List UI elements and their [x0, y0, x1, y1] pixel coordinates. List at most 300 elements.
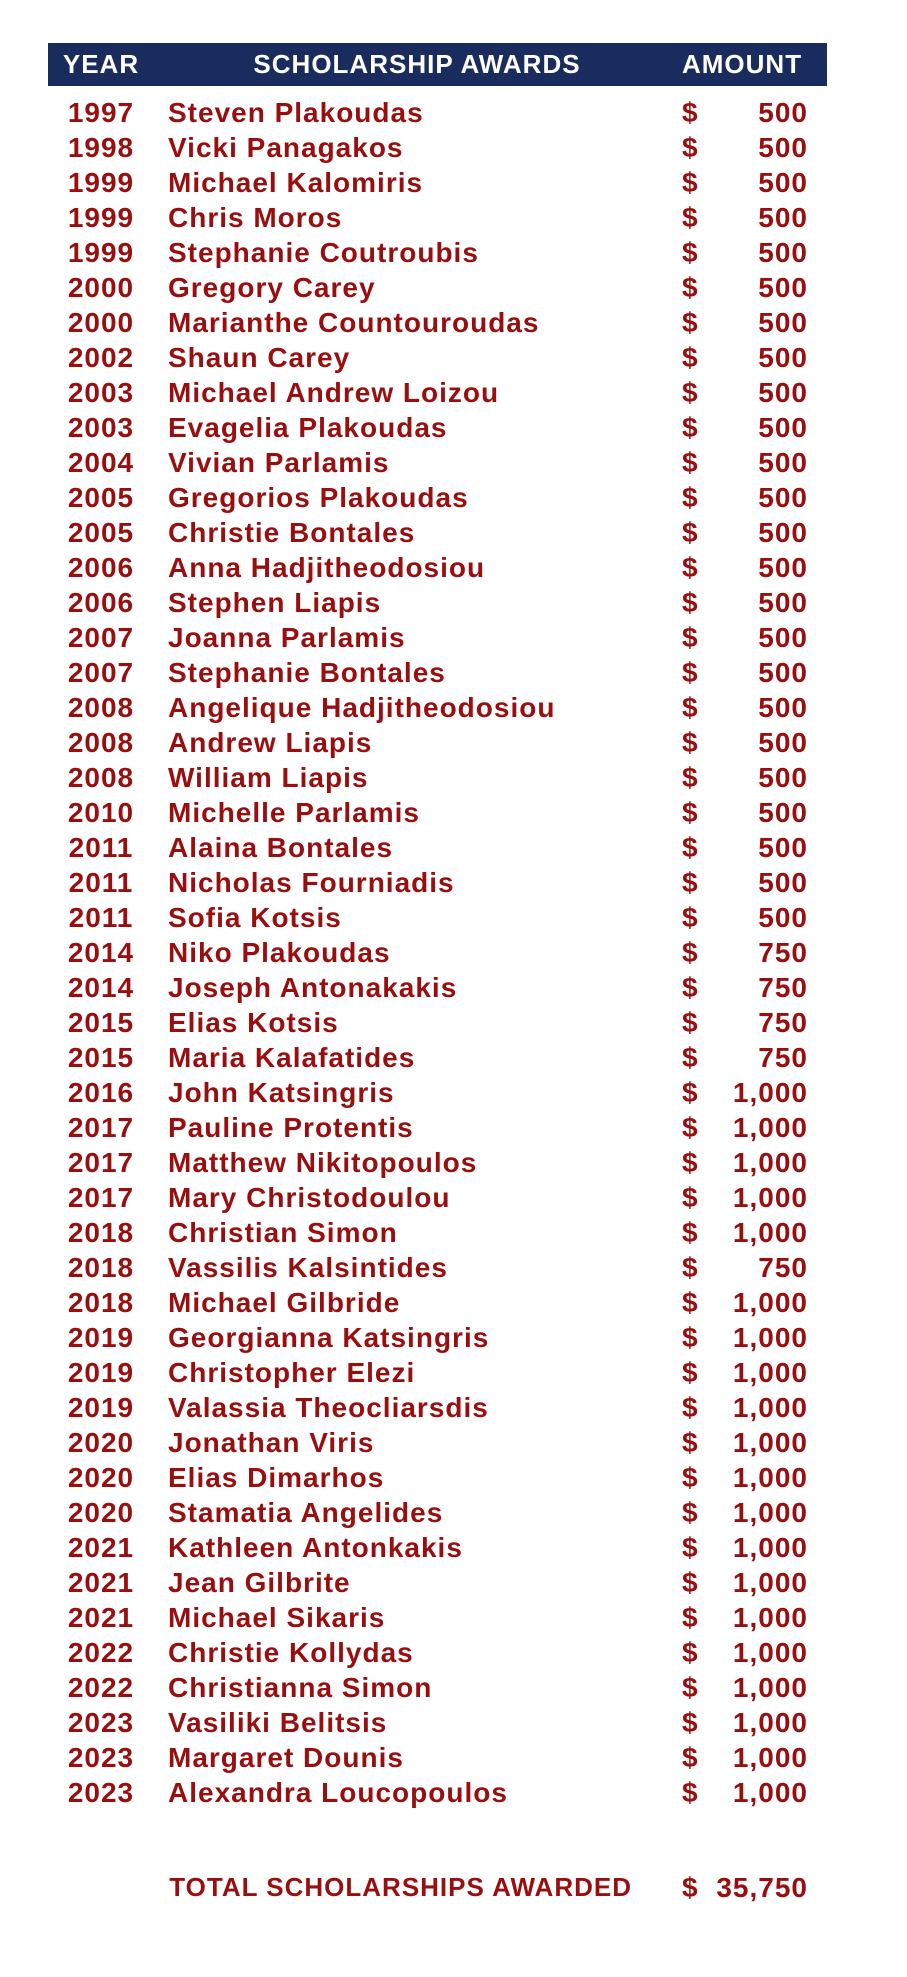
row-amount: 500	[758, 131, 808, 163]
row-amount: 500	[758, 166, 808, 198]
row-year: 2000	[67, 271, 135, 303]
table-row	[48, 620, 827, 655]
row-year: 2005	[67, 516, 135, 548]
row-amount-cell	[632, 1602, 827, 1634]
row-currency-symbol: $	[682, 306, 699, 338]
row-amount-cell	[632, 202, 827, 234]
row-amount: 750	[758, 971, 808, 1003]
row-recipient-name: William Liapis	[168, 761, 369, 793]
row-amount: 500	[758, 271, 808, 303]
row-currency-symbol: $	[682, 1216, 699, 1248]
row-currency-symbol: $	[682, 96, 699, 128]
row-recipient-name: Vassilis Kalsintides	[168, 1251, 448, 1283]
row-year: 2017	[67, 1146, 135, 1178]
row-currency-symbol: $	[682, 411, 699, 443]
row-currency-symbol: $	[682, 1356, 699, 1388]
table-row	[48, 1565, 827, 1600]
row-recipient-name: Joanna Parlamis	[168, 621, 406, 653]
row-currency-symbol: $	[682, 866, 699, 898]
row-currency-symbol: $	[682, 1391, 699, 1423]
row-currency-symbol: $	[682, 166, 699, 198]
row-currency-symbol: $	[682, 971, 699, 1003]
row-year: 2007	[67, 621, 135, 653]
total-row	[48, 1870, 827, 1905]
row-recipient-name: Matthew Nikitopoulos	[168, 1146, 478, 1178]
table-row	[48, 1460, 827, 1495]
row-recipient-name: Margaret Dounis	[168, 1741, 404, 1773]
row-amount-cell	[632, 1672, 827, 1704]
row-amount: 500	[758, 586, 808, 618]
row-amount-cell	[632, 1637, 827, 1669]
row-year: 2006	[67, 586, 135, 618]
row-currency-symbol: $	[682, 761, 699, 793]
row-amount-cell	[632, 1532, 827, 1564]
table-row	[48, 270, 827, 305]
row-year: 2022	[67, 1671, 135, 1703]
row-year: 2003	[67, 376, 135, 408]
row-amount: 1,000	[732, 1496, 808, 1528]
table-row	[48, 550, 827, 585]
table-row	[48, 585, 827, 620]
row-recipient-name: Marianthe Countouroudas	[168, 306, 540, 338]
table-row	[48, 235, 827, 270]
row-amount-cell	[632, 1742, 827, 1774]
row-recipient-name: Christopher Elezi	[168, 1356, 416, 1388]
row-currency-symbol: $	[682, 1111, 699, 1143]
row-amount-cell	[632, 692, 827, 724]
row-amount: 500	[758, 796, 808, 828]
row-amount: 500	[758, 411, 808, 443]
row-year: 2020	[67, 1426, 135, 1458]
row-recipient-name: Niko Plakoudas	[168, 936, 391, 968]
row-amount-cell	[632, 412, 827, 444]
row-amount: 750	[758, 1041, 808, 1073]
table-row	[48, 1180, 827, 1215]
row-year: 2003	[67, 411, 135, 443]
row-currency-symbol: $	[682, 516, 699, 548]
row-year: 1999	[67, 201, 135, 233]
row-year: 2019	[67, 1356, 135, 1388]
row-recipient-name: Vasiliki Belitsis	[168, 1706, 388, 1738]
row-amount-cell	[632, 482, 827, 514]
table-body	[48, 95, 827, 1810]
row-amount-cell	[632, 342, 827, 374]
row-currency-symbol: $	[682, 131, 699, 163]
row-amount-cell	[632, 937, 827, 969]
row-amount: 500	[758, 481, 808, 513]
row-amount: 1,000	[732, 1111, 808, 1143]
row-amount-cell	[632, 1707, 827, 1739]
column-header-year: YEAR	[62, 49, 140, 79]
row-year: 1999	[67, 166, 135, 198]
row-currency-symbol: $	[682, 831, 699, 863]
row-currency-symbol: $	[682, 1426, 699, 1458]
row-year: 2006	[67, 551, 135, 583]
table-row	[48, 1215, 827, 1250]
row-currency-symbol: $	[682, 201, 699, 233]
row-amount: 500	[758, 446, 808, 478]
row-currency-symbol: $	[682, 1496, 699, 1528]
row-recipient-name: Michael Gilbride	[168, 1286, 401, 1318]
row-recipient-name: Stamatia Angelides	[168, 1496, 444, 1528]
row-recipient-name: Steven Plakoudas	[168, 96, 424, 128]
row-currency-symbol: $	[682, 1601, 699, 1633]
row-year: 2008	[67, 691, 135, 723]
table-row	[48, 1145, 827, 1180]
row-recipient-name: Joseph Antonakakis	[168, 971, 458, 1003]
row-amount-cell	[632, 1007, 827, 1039]
row-currency-symbol: $	[682, 796, 699, 828]
table-row	[48, 1110, 827, 1145]
table-row	[48, 830, 827, 865]
row-year: 2014	[67, 971, 135, 1003]
row-year: 2005	[67, 481, 135, 513]
row-currency-symbol: $	[682, 1636, 699, 1668]
row-recipient-name: Angelique Hadjitheodosiou	[168, 691, 556, 723]
row-year: 2008	[67, 726, 135, 758]
row-currency-symbol: $	[682, 341, 699, 373]
row-year: 2010	[67, 796, 135, 828]
table-row	[48, 1530, 827, 1565]
row-recipient-name: Stephanie Coutroubis	[168, 236, 479, 268]
row-amount-cell	[632, 167, 827, 199]
row-year: 2014	[67, 936, 135, 968]
table-row	[48, 970, 827, 1005]
row-year: 2020	[67, 1461, 135, 1493]
table-row	[48, 1635, 827, 1670]
row-currency-symbol: $	[682, 586, 699, 618]
row-amount-cell	[632, 1392, 827, 1424]
row-amount: 750	[758, 1251, 808, 1283]
row-year: 1999	[67, 236, 135, 268]
row-currency-symbol: $	[682, 1076, 699, 1108]
row-year: 2008	[67, 761, 135, 793]
row-recipient-name: Pauline Protentis	[168, 1111, 414, 1143]
row-amount: 1,000	[732, 1461, 808, 1493]
table-row	[48, 760, 827, 795]
table-row	[48, 340, 827, 375]
row-amount: 500	[758, 236, 808, 268]
row-year: 2015	[67, 1041, 135, 1073]
table-row	[48, 480, 827, 515]
row-currency-symbol: $	[682, 1741, 699, 1773]
row-recipient-name: Valassia Theocliarsdis	[168, 1391, 489, 1423]
row-currency-symbol: $	[682, 551, 699, 583]
table-row	[48, 1425, 827, 1460]
row-year: 2018	[67, 1251, 135, 1283]
row-amount: 500	[758, 96, 808, 128]
row-year: 2019	[67, 1321, 135, 1353]
row-currency-symbol: $	[682, 656, 699, 688]
row-amount-cell	[632, 1112, 827, 1144]
row-amount-cell	[632, 272, 827, 304]
row-recipient-name: Jean Gilbrite	[168, 1566, 351, 1598]
row-amount-cell	[632, 832, 827, 864]
row-amount: 1,000	[732, 1706, 808, 1738]
row-currency-symbol: $	[682, 936, 699, 968]
row-recipient-name: Michael Kalomiris	[168, 166, 424, 198]
row-amount-cell	[632, 237, 827, 269]
row-year: 2017	[67, 1181, 135, 1213]
row-amount: 1,000	[732, 1776, 808, 1808]
row-recipient-name: Nicholas Fourniadis	[168, 866, 455, 898]
row-amount: 1,000	[732, 1671, 808, 1703]
row-recipient-name: Stephanie Bontales	[168, 656, 446, 688]
row-year: 2011	[68, 866, 134, 898]
row-year: 2021	[67, 1566, 135, 1598]
row-recipient-name: Chris Moros	[168, 201, 343, 233]
row-amount: 1,000	[732, 1146, 808, 1178]
row-currency-symbol: $	[682, 1706, 699, 1738]
table-row	[48, 375, 827, 410]
column-header-awards: SCHOLARSHIP AWARDS	[253, 49, 581, 79]
row-amount: 1,000	[732, 1286, 808, 1318]
row-currency-symbol: $	[682, 1181, 699, 1213]
row-recipient-name: Jonathan Viris	[168, 1426, 375, 1458]
row-amount-cell	[632, 552, 827, 584]
table-row	[48, 1775, 827, 1810]
row-currency-symbol: $	[682, 1006, 699, 1038]
row-currency-symbol: $	[682, 726, 699, 758]
row-amount-cell	[632, 1147, 827, 1179]
row-amount-cell	[632, 972, 827, 1004]
column-header-amount: AMOUNT	[682, 49, 803, 79]
table-row	[48, 1705, 827, 1740]
row-amount-cell	[632, 377, 827, 409]
table-row	[48, 690, 827, 725]
row-currency-symbol: $	[682, 376, 699, 408]
row-recipient-name: Mary Christodoulou	[168, 1181, 451, 1213]
row-amount-cell	[632, 1567, 827, 1599]
row-recipient-name: Alaina Bontales	[168, 831, 394, 863]
table-row	[48, 1250, 827, 1285]
table-row	[48, 130, 827, 165]
row-recipient-name: Christianna Simon	[168, 1671, 433, 1703]
row-amount: 1,000	[732, 1741, 808, 1773]
row-amount-cell	[632, 1252, 827, 1284]
row-amount: 500	[758, 901, 808, 933]
row-recipient-name: Anna Hadjitheodosiou	[168, 551, 486, 583]
row-amount-cell	[632, 1042, 827, 1074]
row-amount: 500	[758, 866, 808, 898]
row-year: 2015	[67, 1006, 135, 1038]
row-amount-cell	[632, 1497, 827, 1529]
row-currency-symbol: $	[682, 1041, 699, 1073]
row-recipient-name: Maria Kalafatides	[168, 1041, 416, 1073]
row-currency-symbol: $	[682, 1776, 699, 1808]
row-year: 2021	[67, 1601, 135, 1633]
total-currency-symbol: $	[682, 1871, 699, 1903]
row-recipient-name: Michael Sikaris	[168, 1601, 386, 1633]
row-currency-symbol: $	[682, 1146, 699, 1178]
row-amount: 500	[758, 761, 808, 793]
table-row	[48, 410, 827, 445]
row-amount-cell	[632, 132, 827, 164]
row-year: 2018	[67, 1216, 135, 1248]
row-amount-cell	[632, 1322, 827, 1354]
row-currency-symbol: $	[682, 446, 699, 478]
row-amount-cell	[632, 587, 827, 619]
row-amount-cell	[632, 797, 827, 829]
row-amount-cell	[632, 622, 827, 654]
row-amount: 500	[758, 306, 808, 338]
row-year: 2020	[67, 1496, 135, 1528]
row-amount: 1,000	[732, 1531, 808, 1563]
row-recipient-name: Vicki Panagakos	[168, 131, 404, 163]
table-row	[48, 1740, 827, 1775]
table-row	[48, 725, 827, 760]
row-year: 2011	[68, 901, 134, 933]
row-amount: 500	[758, 551, 808, 583]
row-amount: 1,000	[732, 1391, 808, 1423]
row-amount-cell	[632, 307, 827, 339]
table-row	[48, 655, 827, 690]
table-row	[48, 515, 827, 550]
row-recipient-name: Alexandra Loucopoulos	[168, 1776, 508, 1808]
row-recipient-name: Sofia Kotsis	[168, 901, 342, 933]
row-amount-cell	[632, 867, 827, 899]
row-year: 2018	[67, 1286, 135, 1318]
row-recipient-name: Kathleen Antonkakis	[168, 1531, 463, 1563]
row-amount: 500	[758, 621, 808, 653]
row-amount: 1,000	[732, 1356, 808, 1388]
row-amount: 500	[758, 726, 808, 758]
row-amount-cell	[632, 1427, 827, 1459]
table-row	[48, 900, 827, 935]
row-recipient-name: Vivian Parlamis	[168, 446, 390, 478]
row-currency-symbol: $	[682, 1671, 699, 1703]
table-header-row	[48, 43, 827, 86]
row-currency-symbol: $	[682, 901, 699, 933]
total-amount: 35,750	[716, 1871, 808, 1903]
row-year: 2002	[67, 341, 135, 373]
row-recipient-name: Michelle Parlamis	[168, 796, 421, 828]
row-currency-symbol: $	[682, 1566, 699, 1598]
row-amount: 1,000	[732, 1426, 808, 1458]
row-amount: 750	[758, 1006, 808, 1038]
table-row	[48, 1005, 827, 1040]
row-amount-cell	[632, 517, 827, 549]
row-year: 2023	[67, 1706, 135, 1738]
row-year: 2023	[67, 1776, 135, 1808]
table-row	[48, 1040, 827, 1075]
row-amount: 500	[758, 516, 808, 548]
row-amount: 1,000	[732, 1076, 808, 1108]
row-amount-cell	[632, 1217, 827, 1249]
row-amount: 500	[758, 341, 808, 373]
row-currency-symbol: $	[682, 1286, 699, 1318]
table-row	[48, 445, 827, 480]
row-recipient-name: Christie Bontales	[168, 516, 416, 548]
row-currency-symbol: $	[682, 481, 699, 513]
row-amount: 500	[758, 831, 808, 863]
row-recipient-name: Elias Dimarhos	[168, 1461, 385, 1493]
row-currency-symbol: $	[682, 691, 699, 723]
row-year: 2023	[67, 1741, 135, 1773]
row-year: 2007	[67, 656, 135, 688]
row-recipient-name: Christian Simon	[168, 1216, 398, 1248]
row-currency-symbol: $	[682, 1251, 699, 1283]
row-recipient-name: Georgianna Katsingris	[168, 1321, 490, 1353]
table-row	[48, 1075, 827, 1110]
row-amount-cell	[632, 1777, 827, 1809]
row-recipient-name: Andrew Liapis	[168, 726, 373, 758]
row-amount-cell	[632, 1357, 827, 1389]
row-recipient-name: Shaun Carey	[168, 341, 351, 373]
row-currency-symbol: $	[682, 236, 699, 268]
row-recipient-name: Gregorios Plakoudas	[168, 481, 469, 513]
row-recipient-name: Evagelia Plakoudas	[168, 411, 448, 443]
row-amount-cell	[632, 727, 827, 759]
row-recipient-name: Elias Kotsis	[168, 1006, 339, 1038]
table-row	[48, 1495, 827, 1530]
row-year: 2016	[67, 1076, 135, 1108]
table-row	[48, 165, 827, 200]
row-recipient-name: Christie Kollydas	[168, 1636, 414, 1668]
row-amount-cell	[632, 1462, 827, 1494]
row-recipient-name: Michael Andrew Loizou	[168, 376, 500, 408]
row-currency-symbol: $	[682, 621, 699, 653]
row-amount: 1,000	[732, 1321, 808, 1353]
row-amount-cell	[632, 762, 827, 794]
row-year: 1998	[67, 131, 135, 163]
row-currency-symbol: $	[682, 1531, 699, 1563]
table-row	[48, 1355, 827, 1390]
row-year: 2022	[67, 1636, 135, 1668]
row-year: 2011	[68, 831, 134, 863]
row-amount-cell	[632, 1287, 827, 1319]
row-currency-symbol: $	[682, 1461, 699, 1493]
row-amount-cell	[632, 1182, 827, 1214]
row-currency-symbol: $	[682, 271, 699, 303]
row-amount: 1,000	[732, 1601, 808, 1633]
row-year: 1997	[67, 96, 135, 128]
row-amount: 500	[758, 656, 808, 688]
row-year: 2019	[67, 1391, 135, 1423]
row-year: 2004	[67, 446, 135, 478]
scholarship-awards-table	[48, 43, 827, 1905]
row-recipient-name: John Katsingris	[168, 1076, 395, 1108]
row-amount-cell	[632, 1077, 827, 1109]
table-row	[48, 200, 827, 235]
table-row	[48, 95, 827, 130]
table-row	[48, 1390, 827, 1425]
row-amount-cell	[632, 97, 827, 129]
row-recipient-name: Stephen Liapis	[168, 586, 382, 618]
row-amount-cell	[632, 447, 827, 479]
table-row	[48, 935, 827, 970]
table-row	[48, 865, 827, 900]
table-row	[48, 1285, 827, 1320]
row-amount-cell	[632, 902, 827, 934]
table-row	[48, 1600, 827, 1635]
total-label: TOTAL SCHOLARSHIPS AWARDED	[169, 1872, 632, 1902]
row-currency-symbol: $	[682, 1321, 699, 1353]
row-year: 2017	[67, 1111, 135, 1143]
row-amount: 500	[758, 201, 808, 233]
table-row	[48, 795, 827, 830]
row-amount-cell	[632, 657, 827, 689]
row-amount: 750	[758, 936, 808, 968]
row-amount: 1,000	[732, 1566, 808, 1598]
row-amount: 1,000	[732, 1181, 808, 1213]
row-recipient-name: Gregory Carey	[168, 271, 376, 303]
row-year: 2021	[67, 1531, 135, 1563]
table-row	[48, 1320, 827, 1355]
row-amount: 1,000	[732, 1216, 808, 1248]
table-row	[48, 1670, 827, 1705]
row-amount: 1,000	[732, 1636, 808, 1668]
